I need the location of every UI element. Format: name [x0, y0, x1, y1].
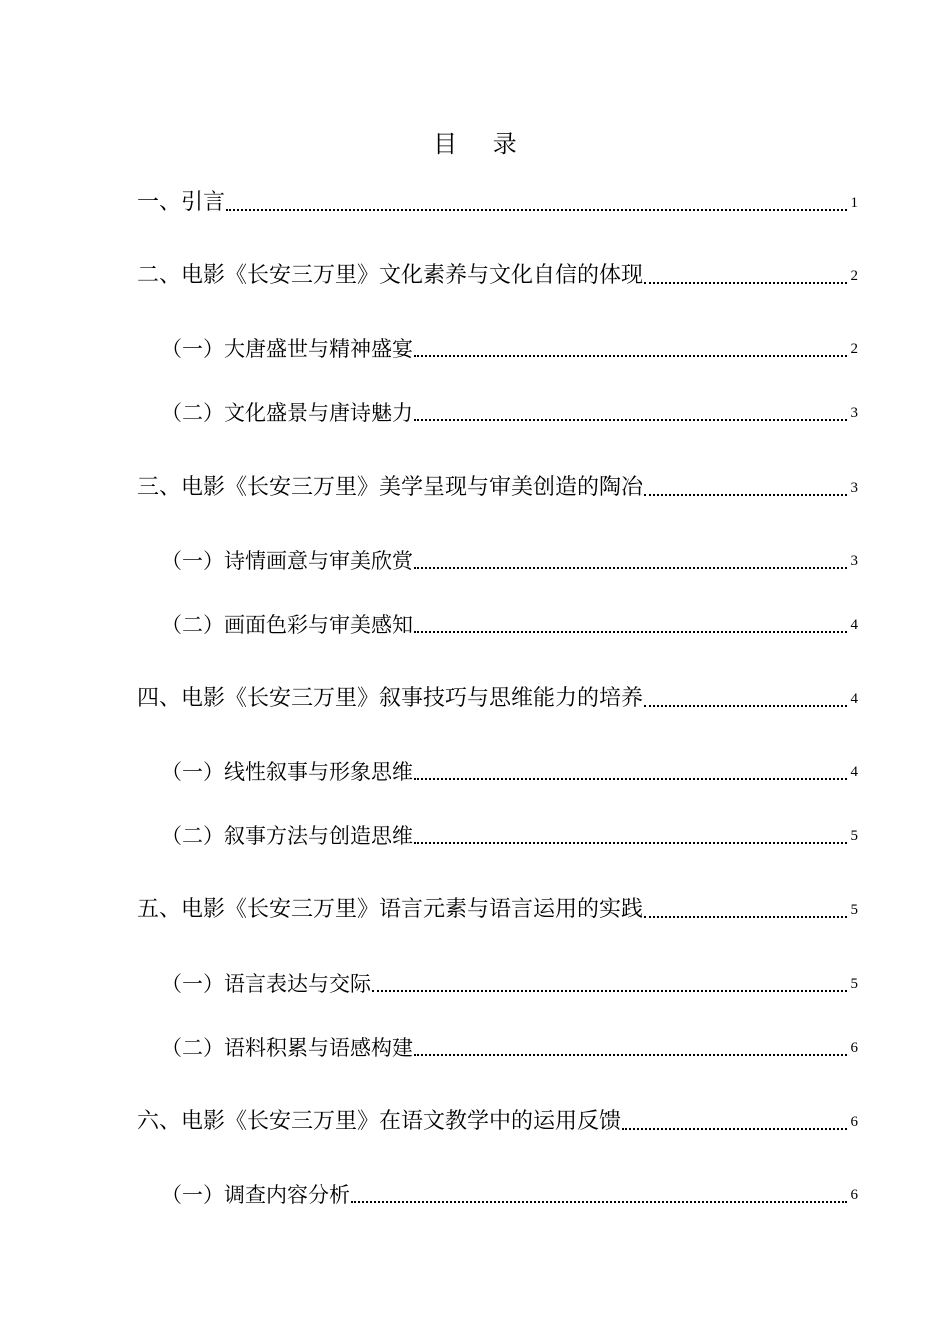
toc-subentry[interactable]: [161, 398, 858, 428]
toc-entry-text: （二）叙事方法与创造思维: [161, 824, 413, 848]
dot-leader: [644, 916, 847, 918]
dot-leader: [622, 1128, 847, 1130]
toc-page-number: 2: [850, 268, 858, 284]
toc-subentry[interactable]: [161, 1180, 858, 1210]
toc-entry-text: 四、电影《长安三万里》叙事技巧与思维能力的培养: [137, 686, 644, 711]
toc-page-number: 1: [850, 195, 858, 211]
toc-subentry[interactable]: [161, 969, 858, 999]
toc-entry[interactable]: [137, 188, 858, 218]
toc-page-number: 4: [850, 691, 858, 707]
toc-entry-text: 三、电影《长安三万里》美学呈现与审美创造的陶冶: [137, 475, 644, 500]
toc-page-number: 3: [850, 480, 858, 496]
toc-entry-text: 二、电影《长安三万里》文化素养与文化自信的体现: [137, 263, 644, 288]
toc-entry-text: （一）大唐盛世与精神盛宴: [161, 337, 413, 361]
toc-entry-text: （一）诗情画意与审美欣赏: [161, 549, 413, 573]
toc-page-number: 5: [850, 976, 858, 992]
toc-page-number: 5: [850, 902, 858, 918]
dot-leader: [414, 778, 847, 780]
toc-page-number: 6: [850, 1187, 858, 1203]
toc-entry-text: 五、电影《长安三万里》语言元素与语言运用的实践: [137, 897, 644, 922]
dot-leader: [226, 209, 847, 211]
toc-page-number: 2: [850, 341, 858, 357]
toc-page-number: 5: [850, 828, 858, 844]
toc-page-number: 3: [850, 553, 858, 569]
toc-entry-text: （二）画面色彩与审美感知: [161, 613, 413, 637]
dot-leader: [414, 355, 847, 357]
toc-subentry[interactable]: [161, 821, 858, 851]
toc-subentry[interactable]: [161, 757, 858, 787]
toc-entry[interactable]: [137, 895, 858, 925]
dot-leader: [644, 705, 847, 707]
toc-entry[interactable]: [137, 261, 858, 291]
toc-entry-text: （二）文化盛景与唐诗魅力: [161, 401, 413, 425]
toc-title: 目 录: [433, 130, 531, 158]
toc-subentry[interactable]: [161, 334, 858, 364]
dot-leader: [644, 282, 847, 284]
dot-leader: [372, 990, 847, 992]
toc-subentry[interactable]: [161, 546, 858, 576]
toc-page-number: 4: [850, 617, 858, 633]
toc-entry-text: （一）线性叙事与形象思维: [161, 760, 413, 784]
dot-leader: [414, 631, 847, 633]
toc-entry[interactable]: [137, 1107, 858, 1137]
toc-subentry[interactable]: [161, 610, 858, 640]
toc-entry-text: 六、电影《长安三万里》在语文教学中的运用反馈: [137, 1109, 622, 1134]
dot-leader: [644, 494, 847, 496]
dot-leader: [414, 1054, 847, 1056]
toc-entry[interactable]: [137, 684, 858, 714]
toc-entry-text: 一、引言: [137, 190, 226, 215]
dot-leader: [414, 842, 847, 844]
dot-leader: [414, 419, 847, 421]
toc-entry[interactable]: [137, 473, 858, 503]
toc-page-number: 6: [850, 1040, 858, 1056]
dot-leader: [414, 567, 847, 569]
toc-subentry[interactable]: [161, 1033, 858, 1063]
toc-page-number: 4: [850, 764, 858, 780]
toc-entry-text: （一）语言表达与交际: [161, 972, 371, 996]
toc-entry-text: （二）语料积累与语感构建: [161, 1036, 413, 1060]
toc-page-number: 6: [850, 1114, 858, 1130]
dot-leader: [351, 1201, 847, 1203]
toc-page-number: 3: [850, 405, 858, 421]
toc-entry-text: （一）调查内容分析: [161, 1183, 350, 1207]
